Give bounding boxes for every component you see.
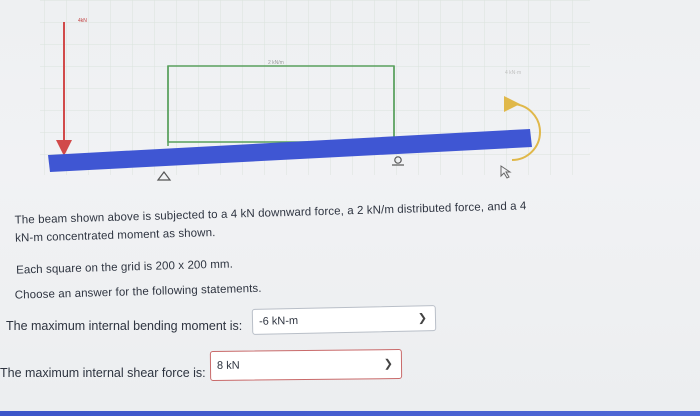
problem-statement-line-2: kN-m concentrated moment as shown.	[15, 227, 216, 245]
beam-diagram	[0, 0, 700, 200]
shear-force-selected-value: 8 kN	[216, 359, 240, 372]
grid-note: Each square on the grid is 200 x 200 mm.	[15, 258, 234, 277]
shear-force-select[interactable]	[210, 349, 402, 381]
moment-label: 4 kN·m	[505, 70, 522, 76]
question-1-label: The maximum internal bending moment is:	[6, 319, 243, 333]
problem-statement-line-1: The beam shown above is subjected to a 4 kN downward force, a 2 kN/m distributed force, and a 4	[14, 200, 527, 227]
question-2-label: The maximum internal shear force is:	[0, 366, 206, 380]
bending-moment-selected-value: -6 kN-m	[258, 314, 299, 328]
bottom-bar	[0, 411, 700, 416]
chevron-down-icon: ❯	[417, 312, 428, 325]
instructions: Choose an answer for the following statements.	[14, 282, 262, 302]
bending-moment-select[interactable]	[252, 305, 437, 335]
chevron-down-icon: ❯	[383, 358, 394, 371]
point-force-label: 4kN	[78, 18, 87, 24]
distributed-load-label: 2 kN/m	[268, 60, 284, 66]
